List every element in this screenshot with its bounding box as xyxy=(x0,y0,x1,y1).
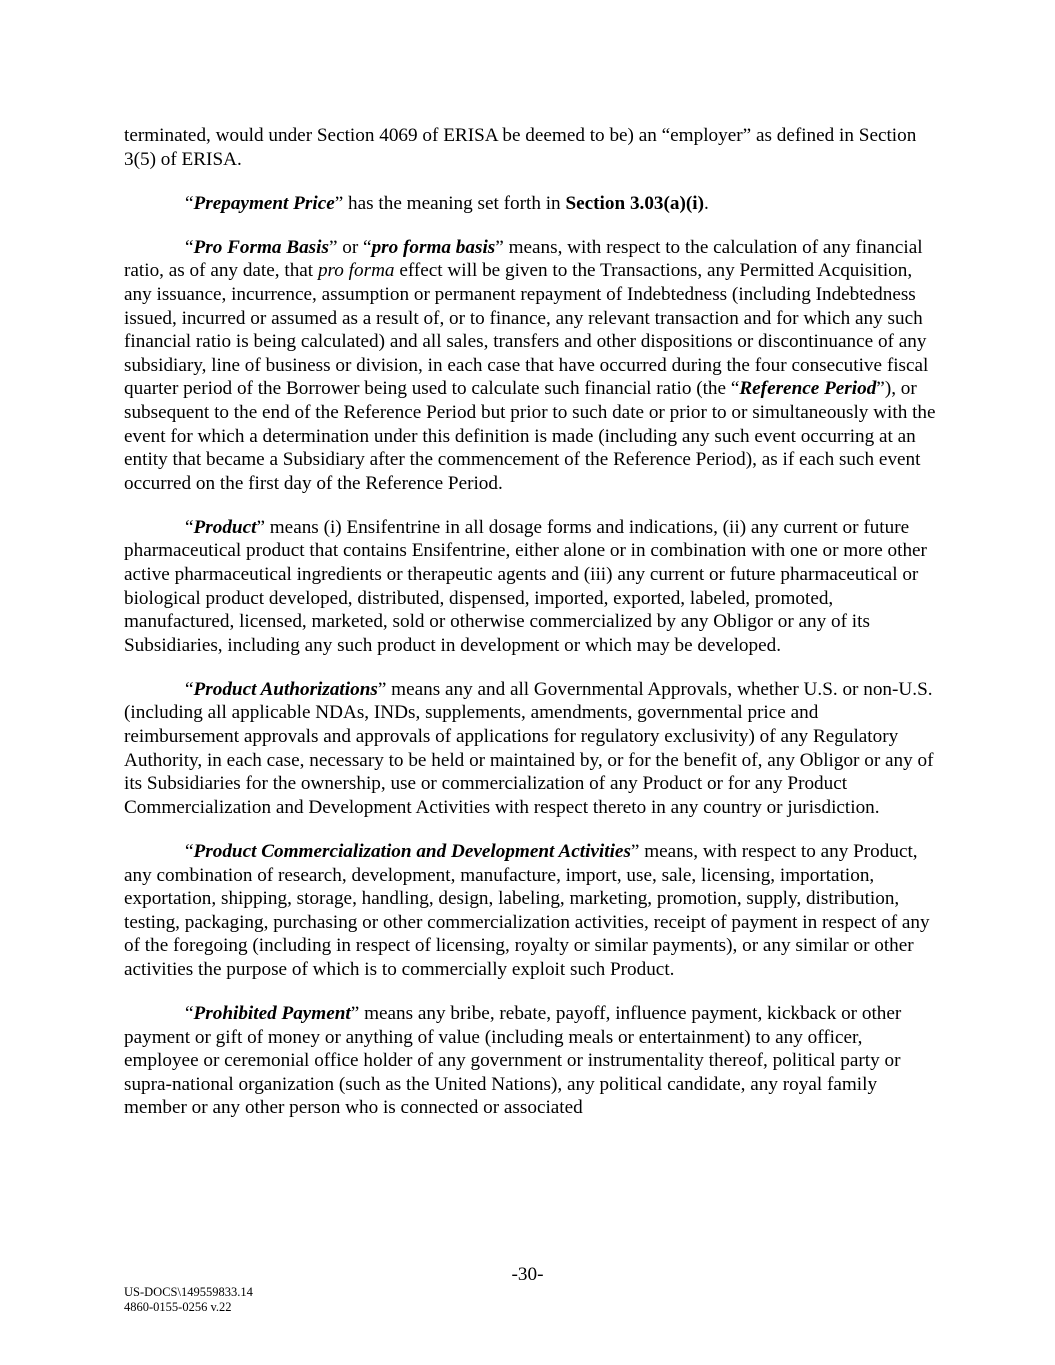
open-quote: “ xyxy=(185,236,194,258)
defined-term: Product xyxy=(193,516,257,538)
definition-product xyxy=(124,516,936,658)
definition-text: ” means any and all Governmental Approvals, whether U.S. or non-U.S. (including all applicable NDAs, INDs, supplements, amendments, governmental price and reimbursement approvals and approvals of applications for regulatory exclusivity) of any Regulatory Authority, in each case, necessary to be held or maintained by, or for the benefit of, any Obligor or any of its Subsidiaries for the ownership, use or commercialization of any Product or for any Product Commercialization and Development Activities with respect thereto in any country or jurisdiction. xyxy=(124,678,934,818)
open-quote: “ xyxy=(185,192,194,214)
definition-text: ”), or subsequent to the end of the Reference Period but prior to such date or prior to or simultaneously with the event for which a determination under this definition is made (including any such event occurring at an entity that became a Subsidiary after the commencement of the Reference Period), as if each such event occurred on the first day of the Reference Period. xyxy=(124,378,936,494)
definition-text: ” or “ xyxy=(328,236,372,258)
defined-term: Reference Period xyxy=(739,378,877,400)
definition-pro-forma-basis xyxy=(124,236,936,496)
defined-term: Prohibited Payment xyxy=(193,1003,351,1024)
defined-term: Prepayment Price xyxy=(193,192,335,214)
defined-term: Product Authorizations xyxy=(193,678,378,700)
section-reference: Section 3.03(a)(i) xyxy=(565,192,705,214)
definition-text: effect will be given to the Transactions, any Permitted Acquisition, any issuance, incurrence, assumption or permanent repayment of Indebtedness (including Indebtedness issued, incurred or assumed as a result of, or to finance, any relevant transaction and for which any such financial ratio is being calculated) and all sales, transfers and other dispositions or discontinuance of any subsidiary, line of business or division, in each case that have occurred during the four consecutive fiscal quarter period of the Borrower being used to calculate such financial ratio (the “ xyxy=(124,260,929,400)
footer-document-ids xyxy=(124,1285,253,1315)
definition-prohibited-payment xyxy=(124,1002,936,1120)
definition-prepayment-price xyxy=(124,192,936,216)
defined-term: pro forma basis xyxy=(371,236,496,258)
defined-term: Product Commercialization and Development Activities xyxy=(193,840,631,862)
italic-text: pro forma xyxy=(317,260,395,282)
page-number: -30- xyxy=(511,1264,544,1285)
open-quote: “ xyxy=(185,1003,194,1024)
document-body xyxy=(124,124,936,1140)
footer-version-id: 4860-0155-0256 v.22 xyxy=(124,1300,232,1314)
open-quote: “ xyxy=(185,840,194,862)
definition-text: ” means (i) Ensifentrine in all dosage forms and indications, (ii) any current or future pharmaceutical product that contains Ensifentrine, either alone or in combination with one or more other active pharmaceutical ingredients or therapeutic agents and (iii) any current or future pharmaceutical or biological product developed, distributed, dispensed, imported, exported, labeled, promoted, manufactured, licensed, marketed, sold or otherwise commercialized by any Obligor or any of its Subsidiaries, including any such product in development or which may be developed. xyxy=(124,516,927,656)
footer-doc-id: US-DOCS\149559833.14 xyxy=(124,1285,253,1299)
open-quote: “ xyxy=(185,678,194,700)
open-quote: “ xyxy=(185,516,194,538)
definition-product-authorizations xyxy=(124,678,936,820)
paragraph-continued-definition xyxy=(124,124,936,171)
definition-text: ” has the meaning set forth in xyxy=(334,192,566,214)
definition-text: . xyxy=(704,192,709,214)
defined-term: Pro Forma Basis xyxy=(193,236,329,258)
definition-text: ” means, with respect to the calculation of any financial ratio, as of any date, that xyxy=(124,236,923,282)
definition-text: ” means, with respect to any Product, any combination of research, development, manufacture, import, use, sale, licensing, importation, exportation, shipping, storage, handling, design, labeling, marketing, promotion, supply, distribution, testing, packaging, purchasing or other commercialization activities, receipt of payment in respect of any of the foregoing (including in respect of licensing, royalty or similar payments), or any similar or other activities the purpose of which is to commercially exploit such Product. xyxy=(124,840,930,980)
definition-product-commercialization xyxy=(124,840,936,982)
paragraph-text: terminated, would under Section 4069 of ERISA be deemed to be) an “employer” as defined in Section 3(5) of ERISA. xyxy=(124,125,917,170)
definition-text: ” means any bribe, rebate, payoff, influence payment, kickback or other payment or gift of money or anything of value (including meals or entertainment) to any officer, employee or ceremonial office holder of any government or instrumentality thereof, political party or supra-national organization (such as the United Nations), any political candidate, any royal family member or any other person who is connected or associated xyxy=(124,1003,902,1119)
